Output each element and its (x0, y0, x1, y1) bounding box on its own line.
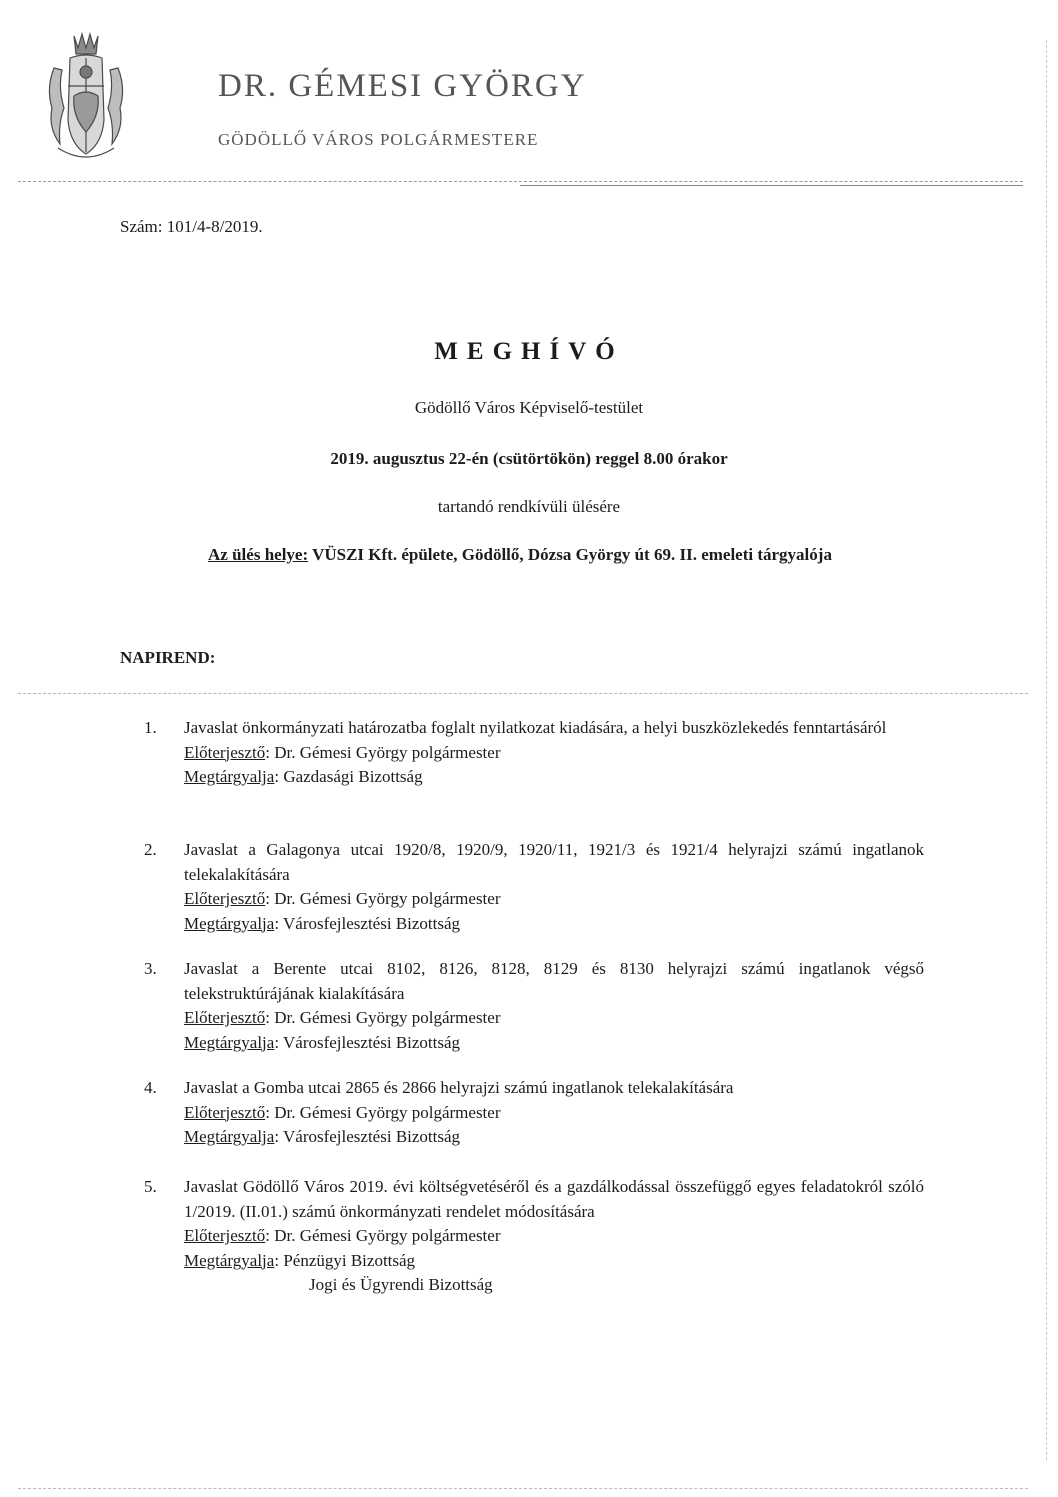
agenda-item (144, 838, 924, 936)
reference-number: Szám: 101/4-8/2019. (120, 217, 263, 236)
presenter-label: Előterjesztő (184, 1102, 266, 1122)
presenter-label: Előterjesztő (184, 742, 266, 762)
agenda-item-presenter: Előterjesztő: Dr. Gémesi György polgármester (184, 1102, 501, 1122)
presenter-name: Dr. Gémesi György polgármester (274, 889, 501, 908)
agenda-item-number: 5. (144, 1177, 157, 1196)
agenda-item-committee: Megtárgyalja: Városfejlesztési Bizottság (184, 1032, 461, 1052)
committee-name: Pénzügyi Bizottság (283, 1250, 416, 1270)
discussed-label: Megtárgyalja (184, 1127, 275, 1146)
header-divider (18, 181, 1023, 182)
agenda-item-committee: Megtárgyalja: Pénzügyi Bizottság (184, 1250, 416, 1270)
agenda-item (144, 1076, 924, 1150)
header-divider-solid (520, 185, 1023, 186)
agenda-item-text: Javaslat a Galagonya utcai 1920/8, 1920/9, 1920/11, 1921/3 és 1921/4 helyrajzi számú ingatlanok telekalakítására (184, 840, 924, 884)
agenda-item-number: 3. (144, 959, 157, 978)
presenter-name: Dr. Gémesi György polgármester (274, 1008, 501, 1027)
committee-name: Gazdasági Bizottság (283, 767, 423, 786)
discussed-label: Megtárgyalja (184, 1250, 275, 1270)
agenda-item-presenter: Előterjesztő: Dr. Gémesi György polgármester (184, 1008, 501, 1027)
committee-name: Városfejlesztési Bizottság (283, 913, 461, 933)
committee-name: Városfejlesztési Bizottság (283, 1127, 461, 1146)
agenda-item (144, 1175, 924, 1298)
agenda-item-committee-extra: Jogi és Ügyrendi Bizottság (309, 1275, 493, 1294)
letterhead-name: DR. GÉMESI GYÖRGY (218, 68, 587, 104)
presenter-label: Előterjesztő (184, 1226, 266, 1245)
agenda-item-number: 2. (144, 840, 157, 859)
agenda-item-committee: Megtárgyalja: Városfejlesztési Bizottság (184, 1127, 461, 1146)
agenda-item-committee: Megtárgyalja: Városfejlesztési Bizottság (184, 913, 461, 933)
presenter-name: Dr. Gémesi György polgármester (274, 1226, 501, 1245)
agenda-item-text: Javaslat a Gomba utcai 2865 és 2866 helyrajzi számú ingatlanok telekalakítására (184, 1078, 734, 1097)
scan-edge (1046, 40, 1047, 1460)
agenda-item-presenter: Előterjesztő: Dr. Gémesi György polgármester (184, 1226, 501, 1245)
document-title: MEGHÍVÓ (434, 338, 624, 365)
agenda-item-number: 1. (144, 718, 157, 737)
venue-text: VÜSZI Kft. épülete, Gödöllő, Dózsa György út 69. II. emeleti tárgyalója (312, 545, 832, 564)
presenter-label: Előterjesztő (184, 1008, 266, 1027)
committee-name: Városfejlesztési Bizottság (283, 1032, 461, 1052)
agenda-item-presenter: Előterjesztő: Dr. Gémesi György polgármester (184, 742, 501, 762)
agenda-title: NAPIREND: (120, 648, 216, 667)
agenda-divider (18, 693, 1028, 694)
presenter-label: Előterjesztő (184, 889, 266, 908)
agenda-item-committee: Megtárgyalja: Gazdasági Bizottság (184, 767, 423, 786)
meeting-venue (0, 545, 1040, 565)
agenda-item-text: Javaslat a Berente utcai 8102, 8126, 8128, 8129 és 8130 helyrajzi számú ingatlanok végső telekstruktúrájának kialakítására (184, 959, 924, 1003)
presenter-name: Dr. Gémesi György polgármester (274, 742, 501, 762)
letterhead-subtitle: GÖDÖLLŐ VÁROS POLGÁRMESTERE (218, 130, 539, 149)
agenda-item (144, 716, 924, 790)
meeting-type: tartandó rendkívüli ülésére (437, 497, 621, 516)
agenda-item-text: Javaslat Gödöllő Város 2019. évi költségvetéséről és a gazdálkodással összefüggő egyes feladatokról szóló 1/2019. (II.01.) számú önkormányzati rendelet módosítására (184, 1177, 924, 1221)
invited-body: Gödöllő Város Képviselő-testület (414, 398, 644, 417)
discussed-label: Megtárgyalja (184, 767, 275, 786)
agenda-item-number: 4. (144, 1078, 157, 1097)
presenter-name: Dr. Gémesi György polgármester (274, 1102, 501, 1122)
agenda-item (144, 957, 924, 1055)
coat-of-arms-logo (44, 28, 128, 164)
discussed-label: Megtárgyalja (184, 913, 275, 933)
agenda-item-presenter: Előterjesztő: Dr. Gémesi György polgármester (184, 889, 501, 908)
meeting-datetime: 2019. augusztus 22-én (csütörtökön) reggel 8.00 órakor (330, 449, 728, 468)
footer-divider (18, 1488, 1028, 1489)
venue-label: Az ülés helye: (208, 545, 309, 564)
discussed-label: Megtárgyalja (184, 1032, 275, 1052)
agenda-item-text: Javaslat önkormányzati határozatba foglalt nyilatkozat kiadására, a helyi buszközlekedés fenntartásáról (184, 718, 887, 737)
